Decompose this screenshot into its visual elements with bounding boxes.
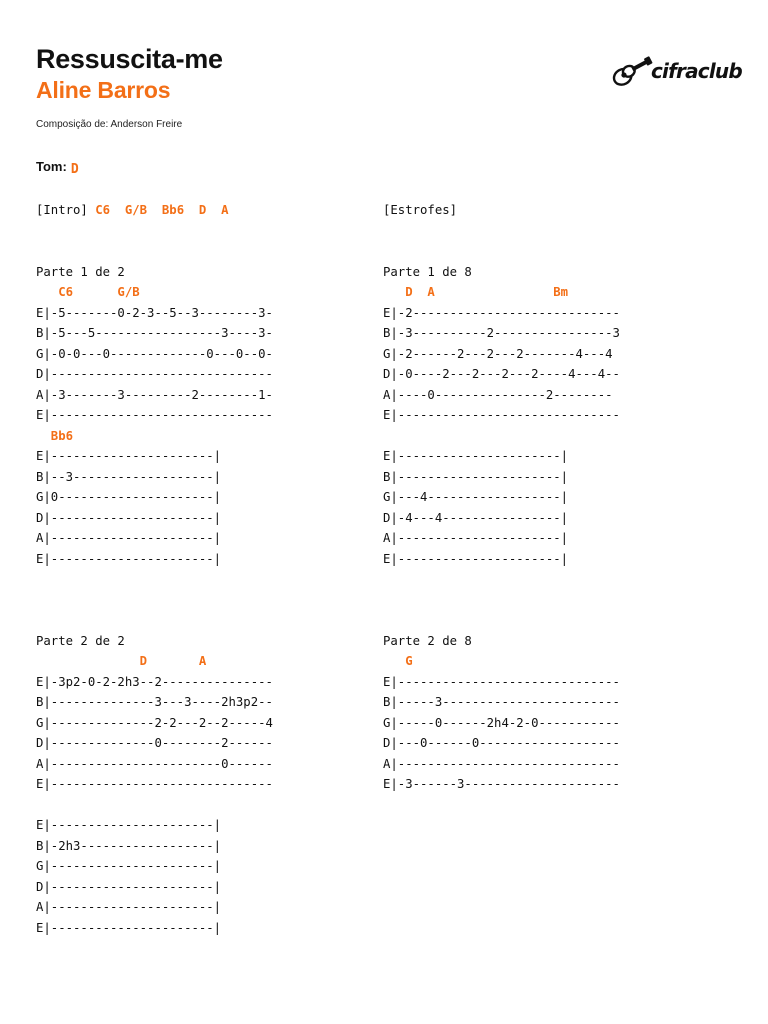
tab-line: A|----------------------|	[383, 531, 569, 545]
tab-line: B|--3-------------------|	[36, 469, 222, 484]
chord-line[interactable]: D A Bm	[383, 285, 569, 299]
tab-line: A|------------------------------	[383, 756, 620, 771]
tab-line: G|-----0------2h4-2-0-----------	[383, 715, 620, 730]
chord-line[interactable]: C6 G/B	[36, 285, 140, 299]
section-title: Parte 2 de 2	[36, 633, 125, 648]
tab-line: E|-3------3---------------------	[383, 777, 620, 791]
key-indicator	[36, 159, 79, 175]
tab-line: B|--------------3---3----2h3p2--	[36, 695, 273, 709]
guitar-icon	[607, 49, 655, 94]
estrofes-label: [Estrofes]	[383, 203, 458, 217]
chord[interactable]: Bb6	[161, 203, 185, 217]
chord[interactable]: G/B	[124, 203, 148, 217]
tab-line: B|----------------------|	[383, 469, 569, 484]
chord[interactable]: D	[198, 203, 207, 217]
tab-line: E|------------------------------	[36, 777, 273, 791]
tab-line: D|----------------------|	[36, 879, 222, 894]
tab-line: A|-3-------3---------2--------1-	[36, 387, 273, 402]
tab-line: D|----------------------|	[36, 510, 222, 525]
tab-line: B|-----3------------------------	[383, 695, 620, 709]
tab-line: G|-0-0---0-------------0---0--0-	[36, 346, 273, 361]
tab-line: E|----------------------|	[36, 449, 222, 463]
tab-line: E|----------------------|	[383, 449, 569, 463]
tab-line: B|-2h3------------------|	[36, 838, 222, 853]
tab-line: G|-2------2---2---2-------4---4	[383, 346, 613, 361]
key-label: Tom:	[36, 159, 67, 174]
chord-line[interactable]: G	[383, 654, 413, 668]
tab-line: E|------------------------------	[383, 408, 620, 422]
right-column	[383, 200, 620, 795]
tab-line: D|---0------0-------------------	[383, 736, 620, 750]
tab-line: D|------------------------------	[36, 367, 273, 381]
composer-credit: Composição de: Anderson Freire	[36, 119, 183, 130]
chord-line[interactable]: Bb6	[36, 428, 74, 443]
tab-line: D|--------------0--------2------	[36, 736, 273, 750]
artist-name[interactable]: Aline Barros	[36, 77, 171, 103]
section-title: Parte 2 de 8	[383, 633, 472, 648]
tab-line: A|----------------------|	[36, 900, 222, 914]
tab-line: D|-0----2---2---2---2----4---4--	[383, 367, 620, 381]
tab-line: B|-5---5-----------------3----3-	[36, 326, 273, 340]
chord[interactable]: C6	[95, 203, 111, 217]
cifraclub-logo[interactable]	[607, 46, 742, 96]
chord[interactable]: A	[221, 203, 229, 217]
intro-label: [Intro]	[36, 203, 88, 217]
key-value[interactable]: D	[70, 162, 79, 177]
tab-line: E|-5-------0-2-3--5--3--------3-	[36, 305, 273, 320]
tab-line: A|----------------------|	[36, 531, 222, 545]
chord-line[interactable]: D A	[36, 654, 207, 668]
tab-line: E|-3p2-0-2-2h3--2---------------	[36, 674, 273, 689]
left-column	[36, 200, 273, 938]
intro-line	[36, 200, 273, 221]
tab-line: A|----0---------------2--------	[383, 387, 613, 402]
tab-line: E|------------------------------	[36, 408, 273, 422]
song-title: Ressuscita-me	[36, 44, 223, 74]
tab-line: E|------------------------------	[383, 674, 620, 689]
tab-line: E|----------------------|	[36, 920, 222, 935]
tab-line: G|--------------2-2---2--2-----4	[36, 715, 273, 730]
tab-line: D|-4---4----------------|	[383, 510, 569, 525]
tab-line: E|----------------------|	[36, 551, 222, 566]
tab-line: A|-----------------------0------	[36, 756, 273, 771]
section-title: Parte 1 de 2	[36, 264, 125, 279]
tab-line: G|0---------------------|	[36, 490, 222, 504]
logo-text: cifraclub	[651, 59, 742, 83]
tab-line: E|----------------------|	[383, 551, 569, 566]
tab-line: B|-3----------2----------------3	[383, 326, 620, 340]
section-title: Parte 1 de 8	[383, 264, 472, 279]
tab-line: G|---4------------------|	[383, 490, 569, 504]
tab-line: G|----------------------|	[36, 859, 222, 873]
tab-line: E|-2----------------------------	[383, 305, 620, 320]
tab-line: E|----------------------|	[36, 818, 222, 832]
